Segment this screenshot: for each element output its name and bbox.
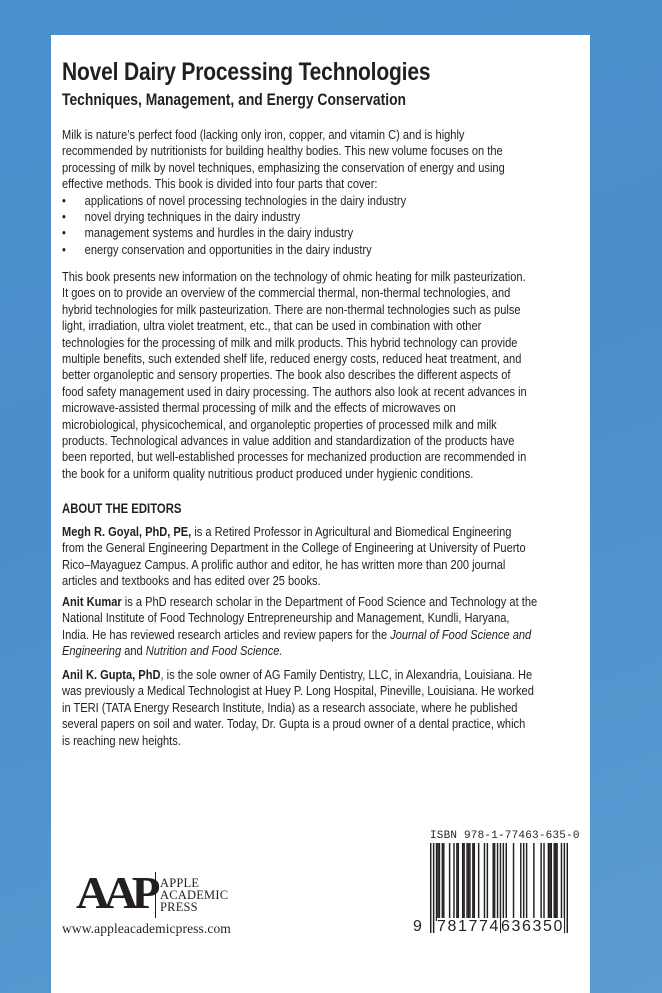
text-line: It goes on to provide an overview of the commercial thermal, non-thermal technologies, and [62,285,511,301]
bullet-item [62,193,505,209]
text-line: National Institute of Food Technology Entrepreneurship and Management, Kundli, Haryana, [62,610,510,626]
aap-logo-icon: AAP [76,868,155,918]
editor-bio-gupta [62,667,534,749]
bullet-item [62,225,505,241]
book-subtitle: Techniques, Management, and Energy Conservation [62,91,407,109]
editor-bio-kumar [62,594,537,660]
description-paragraph-2 [62,269,527,482]
publisher-url: www.appleacademicpress.com [62,921,231,936]
about-editors-heading: ABOUT THE EDITORS [62,501,182,516]
editor-name: Anil K. Gupta, PhD [62,667,161,682]
book-title: Novel Dairy Processing Technologies [62,58,431,86]
text-line: from the General Engineering Department in the College of Engineering at University of Puerto [62,540,526,556]
text-line: effective methods. This book is divided into four parts that cover: [62,176,378,192]
text-line: light, irradiation, ultra violet treatment, etc., that can be used in combination with other [62,318,482,334]
text-line: technologies for the processing of milk and milk products. This hybrid technology can provide [62,334,518,350]
bio-text: is a Retired Professor in Agricultural and Biomedical Engineering [191,524,512,539]
text-line: better organoleptic and sensory properties. The book also describes the different aspects of [62,367,511,383]
text-line: food safety management used in dairy processing. The authors also look at recent advances in [62,383,527,399]
text-line: the book for a uniform quality nutritious product produced under hygienic conditions. [62,465,474,481]
bio-text: is a PhD research scholar in the Department of Food Science and Technology at the [121,594,538,609]
text-line [62,594,537,610]
editor-bio-goyal [62,524,526,590]
text-line: recommended by nutritionists for building healthy bodies. This new volume focuses on the [62,143,503,159]
bullet-text: novel drying techniques in the dairy industry [84,208,301,224]
logo-divider [155,872,156,918]
text-line: microwave-assisted thermal processing of milk and the effects of microwaves on [62,400,456,416]
bullet-icon: • [62,192,66,208]
journal-title: Nutrition and Food Science [145,643,280,659]
bullet-icon: • [62,241,66,257]
text-line [62,627,537,643]
bullet-text: applications of novel processing technologies in the dairy industry [84,192,407,208]
bio-text: and [121,643,146,659]
text-line: in TERI (TATA Energy Research Institute, India) as a research associate, where he published [62,699,518,715]
bullet-icon: • [62,225,66,241]
publisher-name-line: PRESS [160,900,198,914]
publisher-name-line: APPLE [160,876,200,890]
text-line: been reported, but well-established processes for mechanized production are recommended in [62,449,527,465]
barcode-right-digits: 636350 [501,918,564,935]
description-paragraph-1 [62,127,505,258]
editor-name: Megh R. Goyal, PhD, PE, [62,524,192,539]
journal-title: Engineering [62,643,122,659]
barcode-first-digit: 9 [413,918,422,935]
bio-text: India. He has reviewed research articles and review papers for the [62,626,391,642]
bullet-text: management systems and hurdles in the dairy industry [84,225,354,241]
isbn-barcode [410,830,580,940]
text-line: Rico–Mayaguez Campus. A prolific author and editor, he has written more than 200 journal [62,556,506,572]
text-line: products. Technological advances in value addition and standardization of the products have [62,432,515,448]
text-line [62,524,526,540]
bio-text: . [279,643,283,659]
publisher-logo [62,868,262,938]
barcode-left-digits: 781774 [437,918,500,935]
text-line [62,643,537,659]
bullet-text: energy conservation and opportunities in the dairy industry [84,241,372,257]
isbn-label: ISBN 978-1-77463-635-0 [430,830,580,842]
text-line: This book presents new information on the technology of ohmic heating for milk pasteurization. [62,269,526,284]
text-line: several papers on soil and water. Today, Dr. Gupta is a proud owner of a dental practice, which [62,716,526,732]
text-line: articles and textbooks and has edited over 25 books. [62,573,321,589]
editor-name: Anit Kumar [62,594,122,609]
bullet-icon: • [62,208,66,224]
journal-title: Journal of Food Science and [390,626,532,642]
text-line: Milk is nature’s perfect food (lacking only iron, copper, and vitamin C) and is highly [62,127,465,142]
text-line: multiple benefits, such extended shelf life, reduced energy costs, reduced heat treatment, and [62,350,522,366]
publisher-name-line: ACADEMIC [160,888,229,902]
text-line: is reaching new heights. [62,732,181,748]
text-line: microbiological, physicochemical, and organoleptic properties of processed milk and milk [62,416,497,432]
text-line: hybrid technologies for milk pasteurization. There are non-thermal technologies such as pulse [62,301,521,317]
bio-text: , is the sole owner of AG Family Dentistry, LLC, in Alexandria, Louisiana. He [160,667,533,682]
publisher-name [160,877,228,913]
text-line: processing of milk by novel techniques, emphasizing the conservation of energy and using [62,159,505,175]
text-line: was previously a Medical Technologist at Huey P. Long Hospital, Pineville, Louisiana. He worked [62,683,534,699]
text-line [62,667,534,683]
bullet-item [62,209,505,225]
bullet-item [62,242,505,258]
